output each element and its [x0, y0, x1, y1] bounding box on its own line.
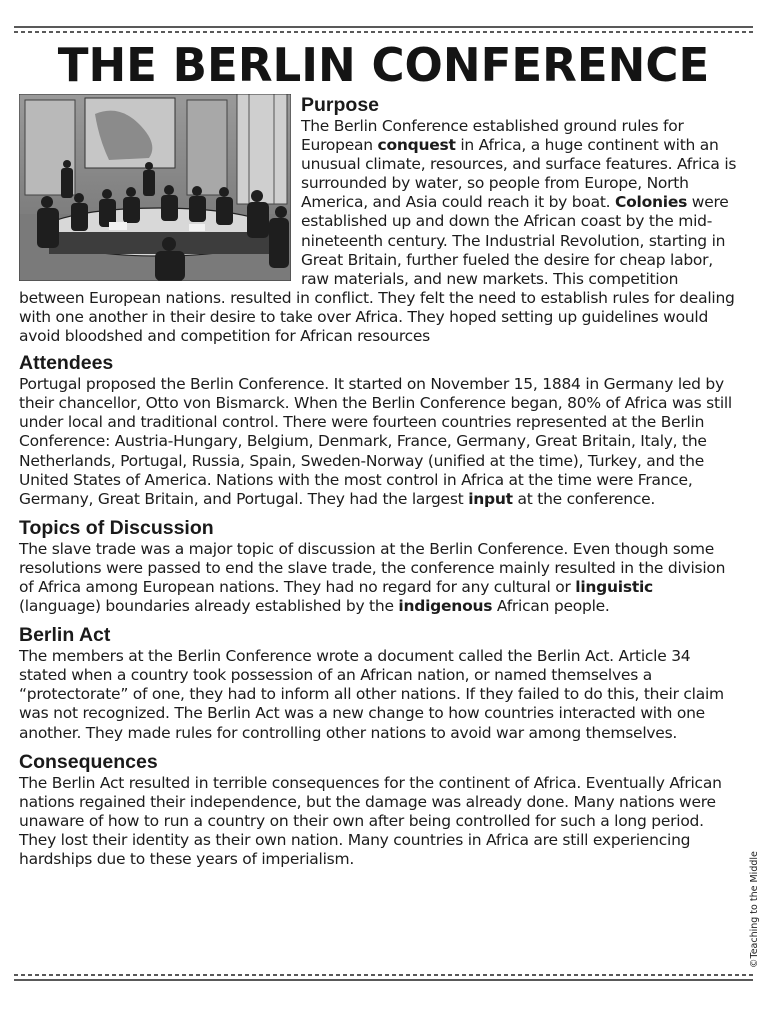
article-body — [19, 94, 737, 869]
purpose-text-2: in Africa, a huge continent with an unusual climate, resources, and surface features. Africa is surrounded by water, so people from Europe, North America, and Asia could reach it by boat. — [301, 136, 737, 212]
consequences-heading: Consequences — [19, 750, 158, 773]
topics-text-2: (language) boundaries already established by the — [19, 597, 399, 616]
topics-text-3: African people. — [492, 597, 610, 616]
keyword-conquest: conquest — [377, 136, 456, 155]
attendees-text-2: at the conference. — [512, 489, 656, 508]
purpose-text-1: The Berlin Conference established ground rules for European — [301, 117, 684, 155]
consequences-text: The Berlin Act resulted in terrible consequences for the continent of Africa. Eventually African nations regained their independence, but the damage was already done. Many nations were unaware of how to run a country on their own after being controlled for such a long period. They lost their identity as their own nation. Many countries in Africa are still experiencing hardships due to these years of imperialism. — [19, 773, 722, 868]
top-divider — [14, 26, 753, 34]
berlin-act-heading: Berlin Act — [19, 624, 111, 647]
purpose-text-3: were established up and down the African coast by the mid-nineteenth century. The Industrial Revolution, starting in Great Britain, further fueled the desire for cheap labor, raw materials, and new markets. This competition between European nations. resulted in conflict. They felt the need to establish rules for dealing with one another in their desire to take over Africa. They hoped setting up guidelines would avoid bloodshed and competition for African resources — [19, 193, 735, 346]
copyright-credit: ©Teaching to the Middle — [749, 851, 760, 968]
keyword-linguistic: linguistic — [575, 577, 653, 596]
attendees-heading: Attendees — [19, 352, 114, 375]
keyword-input: input — [468, 489, 513, 508]
berlin-act-text: The members at the Berlin Conference wrote a document called the Berlin Act. Article 34 stated when a country took possession of an African nation, or named themselves a “protectorate” of one, they had to inform all other nations. If they failed to do this, their claim was not recognized. The Berlin Act was a new change to how countries interacted with one another. They made rules for controlling other nations to avoid war among themselves. — [19, 647, 724, 742]
conference-illustration — [19, 94, 291, 281]
attendees-text-1: Portugal proposed the Berlin Conference. It started on November 15, 1884 in Germany led by their chancellor, Otto von Bismarck. When the Berlin Conference began, 80% of Africa was still under local and traditional control. There were fourteen countries represented at the Berlin Conference: Austria-Hungary, Belgium, Denmark, France, Germany, Great Britain, Italy, the Netherlands, Portugal, Russia, Spain, Sweden-Norway (unified at the time), Turkey, and the United States of America. Nations with the most control in Africa at the time were France, Germany, Great Britain, and Portugal. They had the largest — [19, 375, 732, 508]
bottom-divider — [14, 974, 753, 982]
topics-text — [19, 540, 737, 616]
purpose-heading: Purpose — [301, 94, 380, 116]
topics-text-1: The slave trade was a major topic of discussion at the Berlin Conference. Even though some resolutions were passed to end the slave trade, the conference mainly resulted in the division of Africa among European nations. They had no regard for any cultural or — [19, 539, 726, 596]
page-title: THE BERLIN CONFERENCE — [57, 38, 710, 92]
keyword-indigenous: indigenous — [398, 597, 493, 616]
topics-heading: Topics of Discussion — [19, 516, 214, 539]
attendees-text — [19, 375, 737, 509]
keyword-colonies: Colonies — [615, 193, 688, 212]
